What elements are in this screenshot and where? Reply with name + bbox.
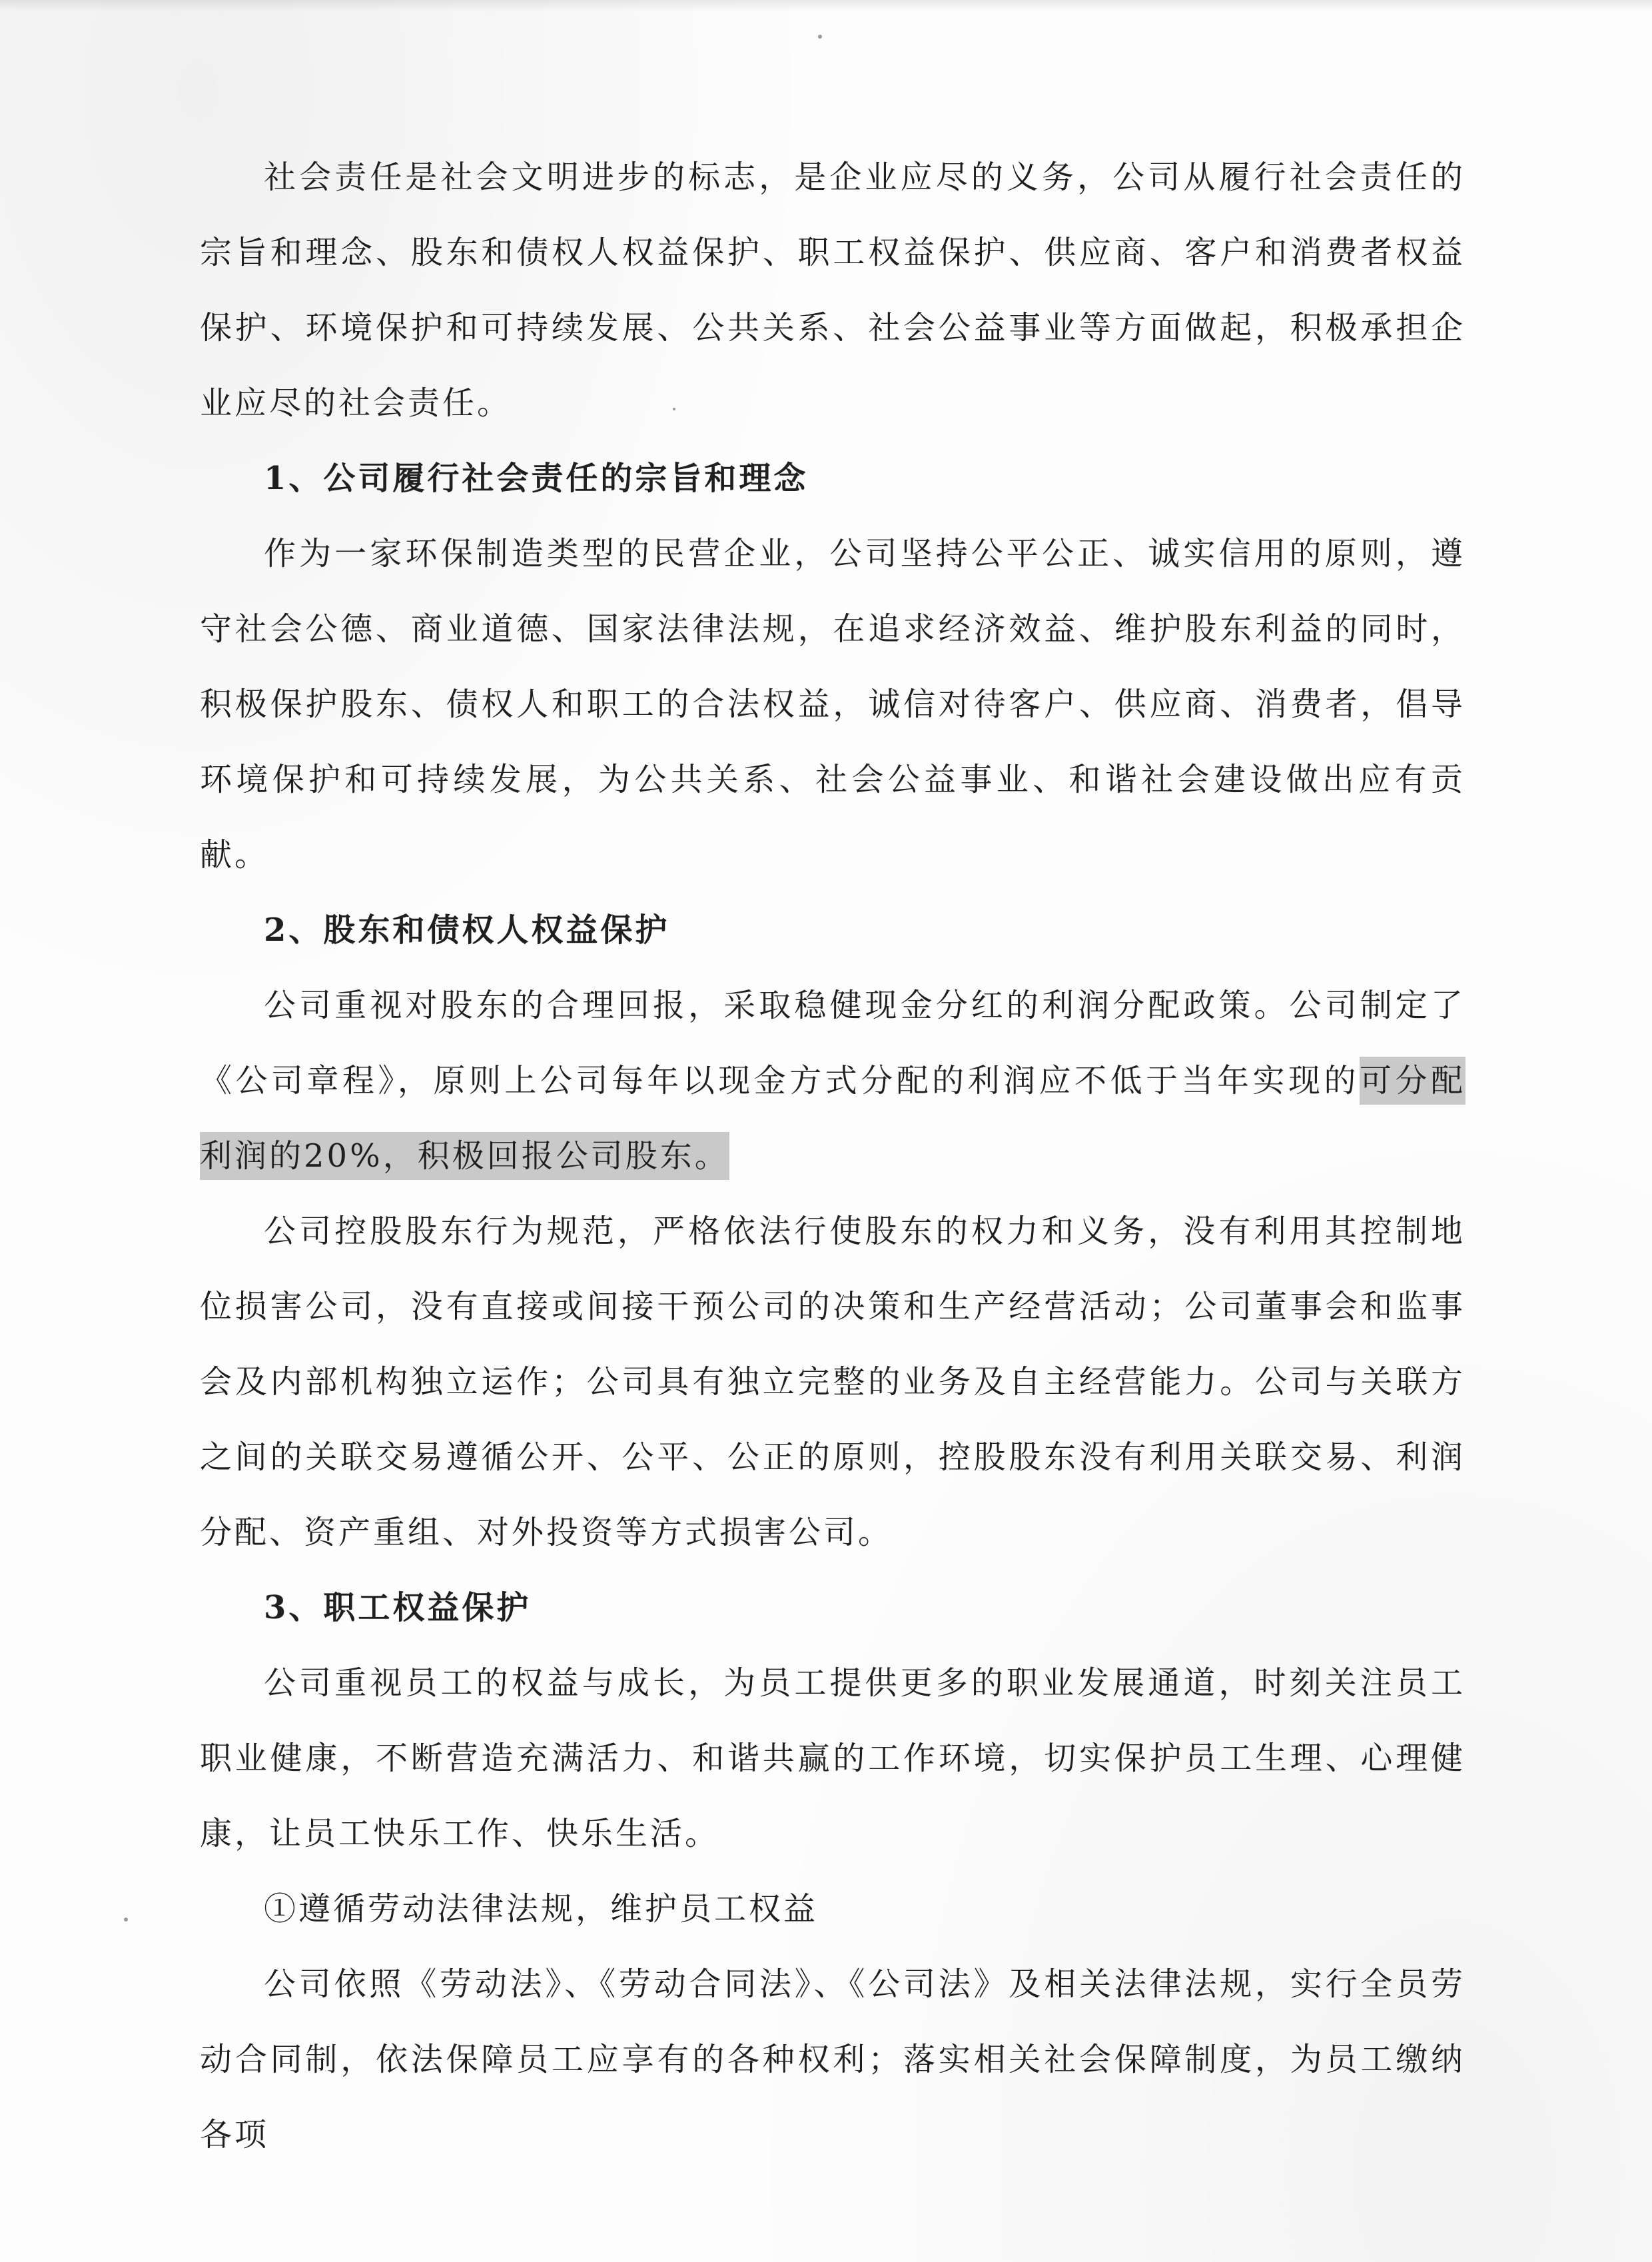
scan-shadow <box>0 0 1652 12</box>
section-2-paragraph-2: 公司控股股东行为规范，严格依法行使股东的权力和义务，没有利用其控制地位损害公司，没有直接或间接干预公司的决策和生产经营活动；公司董事会和监事会及内部机构独立运作；公司具有独立完整的业务及自主经营能力。公司与关联方之间的关联交易遵循公开、公平、公正的原则，控股股东没有利用关联交易、利润分配、资产重组、对外投资等方式损害公司。 <box>200 1213 1465 1551</box>
dividend-policy-text: 公司重视对股东的合理回报，采取稳健现金分红的利润分配政策。公司制定了《公司章程》，原则上公司每年以现金方式分配的利润应不低于当年实现的 <box>200 987 1465 1099</box>
scan-speck <box>818 35 822 39</box>
highlighted-dividend-ratio: 可分配利润的20%，积极回报公司股东。 <box>200 1057 1465 1180</box>
subsection-1-heading: ①遵循劳动法律法规，维护员工权益 <box>264 1890 819 1928</box>
intro-paragraph: 社会责任是社会文明进步的标志，是企业应尽的义务，公司从履行社会责任的宗旨和理念、股东和债权人权益保护、职工权益保护、供应商、客户和消费者权益保护、环境保护和可持续发展、公共关系、社会公益事业等方面做起，积极承担企业应尽的社会责任。 <box>200 159 1465 422</box>
section-3-paragraph: 公司重视员工的权益与成长，为员工提供更多的职业发展通道，时刻关注员工职业健康，不断营造充满活力、和谐共赢的工作环境，切实保护员工生理、心理健康，让员工快乐工作、快乐生活。 <box>200 1664 1465 1852</box>
section-2-paragraph-1 <box>200 968 1465 1194</box>
scan-speck <box>124 1918 128 1922</box>
section-3-heading: 3、职工权益保护 <box>264 1589 532 1626</box>
subsection-1-paragraph: 公司依照《劳动法》、《劳动合同法》、《公司法》及相关法律法规，实行全员劳动合同制，依法保障员工应享有的各种权利；落实相关社会保障制度，为员工缴纳各项 <box>200 1966 1465 2153</box>
section-1-paragraph: 作为一家环保制造类型的民营企业，公司坚持公平公正、诚实信用的原则，遵守社会公德、商业道德、国家法律法规，在追求经济效益、维护股东利益的同时，积极保护股东、债权人和职工的合法权益，诚信对待客户、供应商、消费者，倡导环境保护和可持续发展，为公共关系、社会公益事业、和谐社会建设做出应有贡献。 <box>200 535 1465 873</box>
document-body <box>200 140 1465 2173</box>
section-2-heading: 2、股东和债权人权益保护 <box>264 911 670 949</box>
section-1-heading: 1、公司履行社会责任的宗旨和理念 <box>264 460 809 497</box>
